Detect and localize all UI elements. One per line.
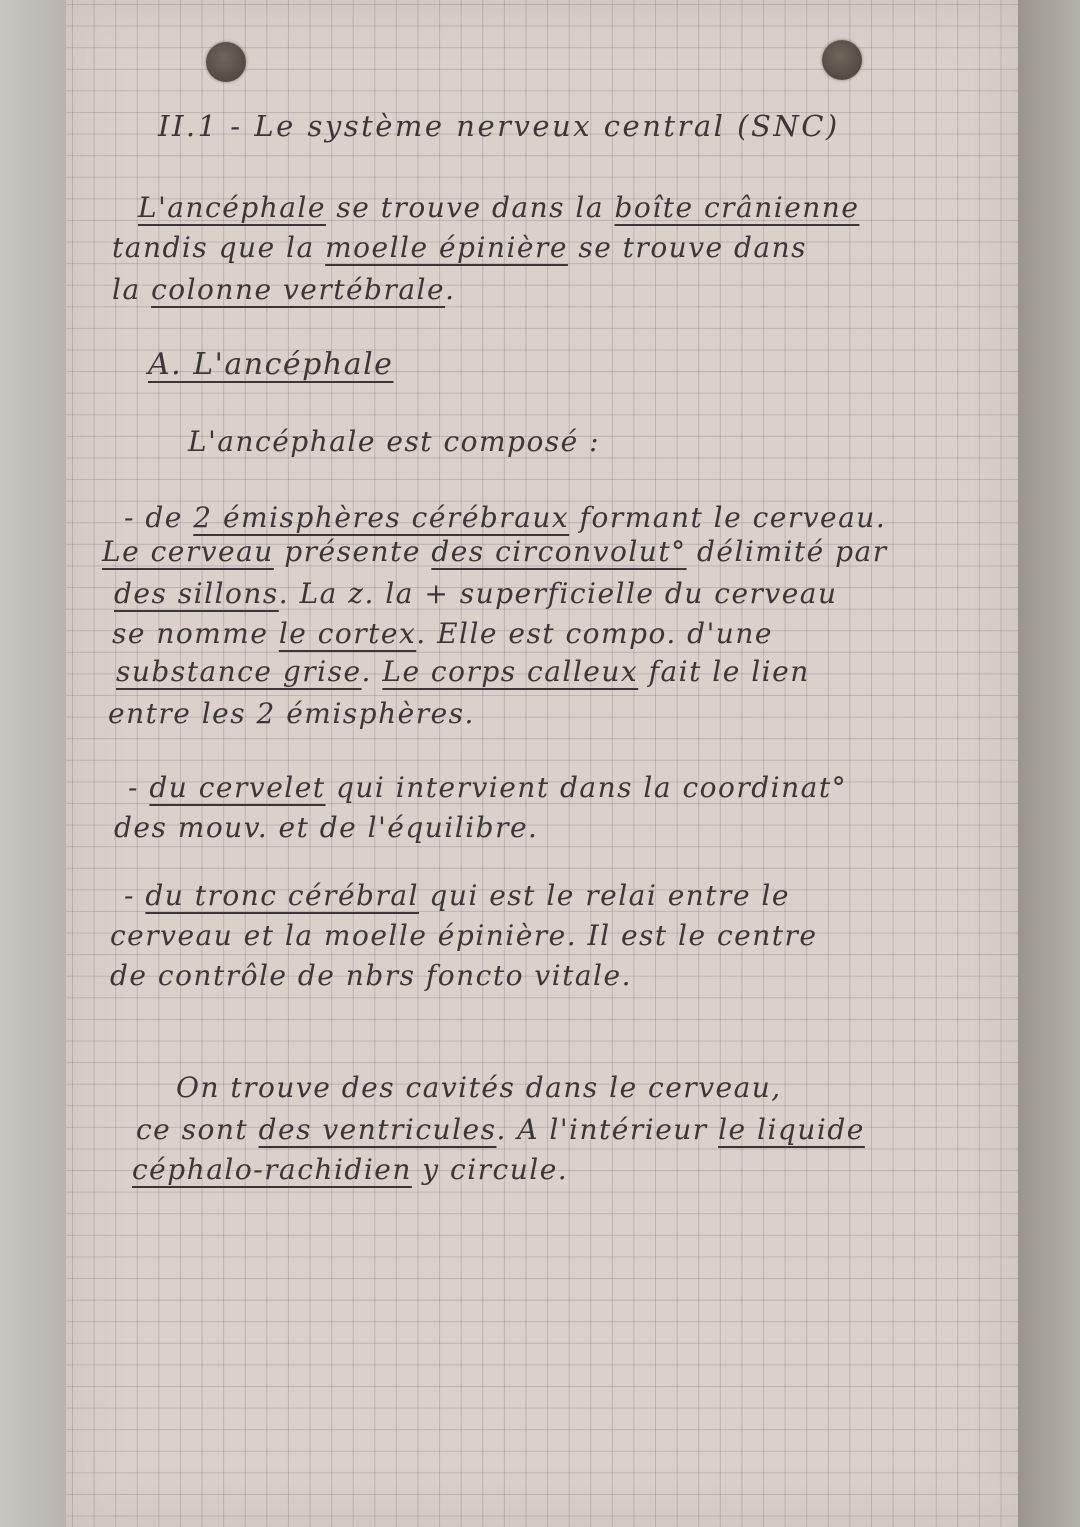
- item2-line-2: des mouv. et de l'équilibre.: [114, 811, 539, 844]
- text: se nomme: [112, 617, 279, 650]
- background-left: [0, 0, 66, 1527]
- term-colonne-vertebrale: colonne vertébrale: [151, 273, 446, 306]
- section-lead: L'ancéphale est composé :: [188, 425, 601, 458]
- text: tandis que la: [112, 231, 326, 264]
- term-cervelet: du cervelet: [149, 771, 326, 804]
- term-hemispheres: 2 émisphères cérébraux: [193, 501, 570, 534]
- term-tronc-cerebral: du tronc cérébral: [145, 879, 420, 912]
- text: qui est le relai entre le: [419, 879, 790, 912]
- text: se trouve dans la: [325, 191, 615, 224]
- text: -: [124, 879, 146, 912]
- term-corps-calleux: Le corps calleux: [382, 655, 639, 688]
- term-liquide: le liquide: [718, 1113, 865, 1146]
- text: se trouve dans: [567, 231, 808, 264]
- text: . La z. la + superficielle du cerveau: [278, 577, 838, 610]
- term-sillons: des sillons: [114, 577, 279, 610]
- text: - de: [124, 501, 194, 534]
- text: formant le cerveau.: [569, 501, 887, 534]
- item1-line-4: [112, 617, 773, 650]
- punch-hole-icon: [206, 42, 246, 82]
- text: la: [112, 273, 152, 306]
- term-moelle-epiniere: moelle épinière: [325, 231, 568, 264]
- term-encephale: L'ancéphale: [138, 191, 326, 224]
- intro-line-1: [138, 191, 860, 224]
- term-cephalo-rachidien: céphalo-rachidien: [132, 1153, 412, 1186]
- item1-line-5: [116, 655, 810, 688]
- item1-line-1: [124, 501, 887, 534]
- closing-line-3: [132, 1153, 569, 1186]
- text: délimité par: [686, 535, 888, 568]
- item3-line-3: de contrôle de nbrs foncto vitale.: [110, 959, 632, 992]
- text: ce sont: [136, 1113, 259, 1146]
- closing-line-1: On trouve des cavités dans le cerveau,: [176, 1071, 782, 1104]
- item2-line-1: [128, 771, 848, 804]
- section-heading: A. L'ancéphale: [148, 347, 394, 382]
- item1-line-2: [102, 535, 888, 568]
- intro-line-2: [112, 231, 808, 264]
- page-title: II.1 - Le système nerveux central (SNC): [158, 109, 840, 143]
- item3-line-2: cerveau et la moelle épinière. Il est le centre: [110, 919, 818, 952]
- text: . A l'intérieur: [496, 1113, 719, 1146]
- punch-hole-icon: [822, 40, 862, 80]
- term-circonvolutions: des circonvolut°: [431, 535, 687, 568]
- text: présente: [273, 535, 432, 568]
- term-cortex: le cortex: [278, 617, 417, 650]
- text: .: [361, 655, 383, 688]
- text: qui intervient dans la coordinat°: [325, 771, 848, 804]
- background-right: [1018, 0, 1080, 1527]
- text: fait le lien: [638, 655, 810, 688]
- text: y circule.: [411, 1153, 569, 1186]
- term-ventricules: des ventricules: [258, 1113, 497, 1146]
- text: . Elle est compo. d'une: [416, 617, 773, 650]
- term-boite-cranienne: boîte crânienne: [614, 191, 860, 224]
- intro-line-3: [112, 273, 456, 306]
- term-substance-grise: substance grise: [116, 655, 362, 688]
- text: .: [445, 273, 456, 306]
- item3-line-1: [124, 879, 790, 912]
- closing-line-2: [136, 1113, 865, 1146]
- item1-line-3: [114, 577, 838, 610]
- item1-line-6: entre les 2 émisphères.: [108, 697, 475, 730]
- grid-paper-sheet: [66, 0, 1018, 1527]
- text: -: [128, 771, 150, 804]
- term-cerveau: Le cerveau: [102, 535, 274, 568]
